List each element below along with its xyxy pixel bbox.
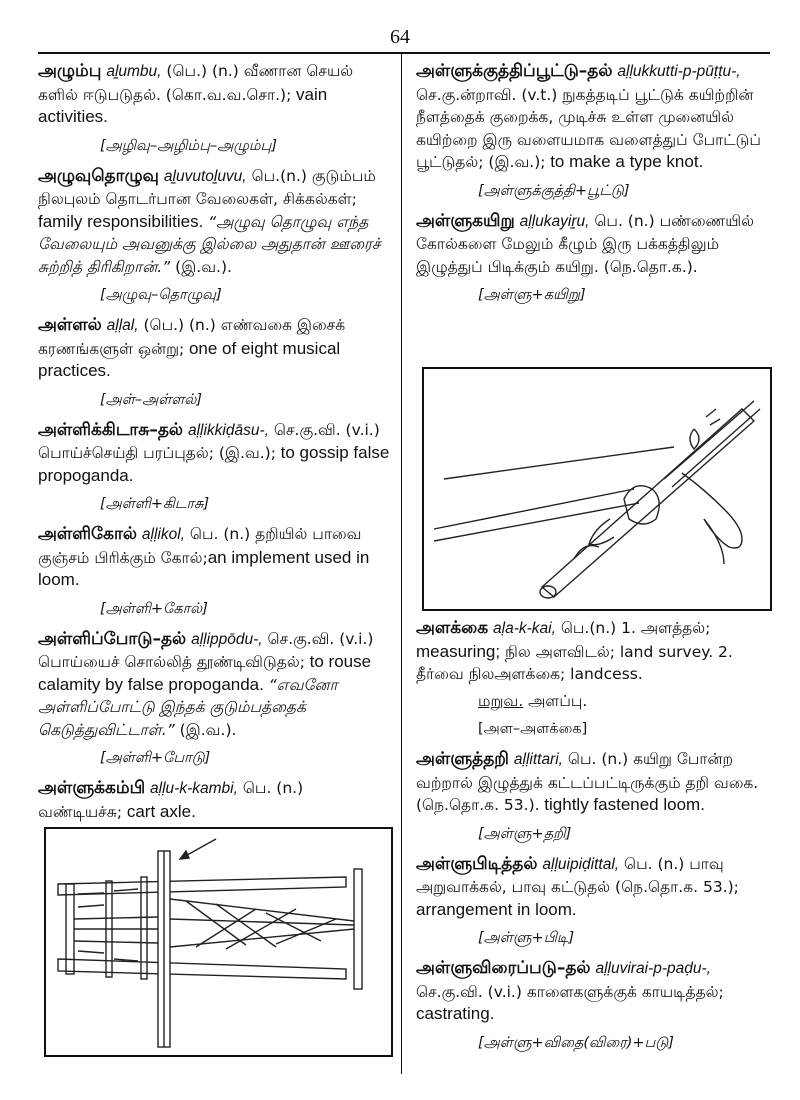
entry-definition: பெ. (n.) தறியில் பாவை குஞ்சம் பிரிக்கும் கோல்; — [38, 525, 362, 567]
entry-etymology: [அள்ளு+பிடி] — [478, 930, 575, 946]
entry-transliteration: aḷḷuipiḍittal, — [542, 855, 620, 873]
entry-definition: செ.கு.வி. (v.i.) காளைகளுக்குக் காயடித்தல்; — [416, 982, 724, 1001]
entry-synonym — [478, 690, 770, 713]
left-column — [38, 60, 390, 859]
entry-definition: பெ. (n.) பண்ணையில் கோல்களை மேலும் கீழும் இரு பக்கத்திலும் இழுத்துப் பிடிக்கும் கயிறு. (நெ.தொ.க.). — [416, 211, 755, 276]
entry-transliteration: aḷa-k-kai, — [493, 620, 556, 637]
entry-headword: அள்ளிக்கிடாசு–தல் — [38, 419, 184, 440]
entry-etymology: [அள்ளி+கோல்] — [100, 600, 208, 617]
entry-etymology: [அழுவு–தொழுவு] — [100, 287, 222, 303]
entry-transliteration: aḻuvutoḻuvu, — [163, 167, 247, 185]
entry-english: one of eight musical practices. — [38, 338, 341, 380]
entry-definition: பெ. (n.) கயிறு போன்ற வற்றால் இழுத்துக் கட்டப்பட்டிருக்கும் தறி வகை. (நெ.தொ.க. 53.). — [416, 750, 759, 814]
entry-definition: பெ.(n.) 1. அளத்தல்; — [560, 619, 711, 637]
entry-headword: அள்ளுகயிறு — [416, 210, 515, 231]
entry-quote: “எவனோ அள்ளிப்போட்டு இந்தக் குடும்பத்தைக் கெடுத்துவிட்டாள்.” — [38, 675, 338, 739]
entry-headword: அள்ளுவிரைப்படு–தல் — [416, 958, 591, 978]
dictionary-entry — [38, 419, 390, 488]
entry-english: vain activities. — [38, 84, 328, 126]
header-rule — [38, 52, 770, 54]
entry-etymology: [அள–அளக்கை] — [478, 721, 588, 737]
dictionary-entry — [416, 60, 770, 174]
entry-transliteration: aḷḷukayiṟu, — [519, 212, 590, 230]
entry-headword: அள்ளுபிடித்தல் — [416, 853, 538, 874]
entry-english: an implement used in loom. — [38, 547, 370, 589]
entry-headword: அள்ளுக்கம்பி — [38, 778, 146, 798]
entry-transliteration: aḷḷikkiḍāsu-, — [187, 421, 269, 439]
entry-transliteration: aḷḷippōdu-, — [191, 630, 263, 648]
entry-transliteration: aḷḷukkutti-p-pūṭṭu-, — [617, 63, 741, 80]
column-divider — [401, 54, 402, 1074]
entry-english: tightly fastened loom. — [539, 795, 705, 814]
entry-headword: அள்ளுத்தறி — [416, 749, 509, 769]
entry-definition: பெ. (n.) பாவு அறுவாக்கல், பாவு கட்டுதல் (நெ.தொ.க. 53.); — [416, 854, 739, 896]
dictionary-entry — [38, 60, 390, 129]
loom-rope-drawing — [424, 369, 770, 609]
entry-etymology: [அள்ளி+கிடாசு] — [100, 496, 210, 512]
entry-transliteration: aḷḷal, — [106, 317, 139, 334]
right-column-bottom — [416, 617, 770, 1062]
loom-rope-figure — [422, 367, 772, 611]
entry-english: family responsibilities. — [38, 211, 209, 231]
entry-definition: செ.கு.வி. (v.i.) பொய்யைச் சொல்லித் தூண்டிவிடுதல்; — [38, 629, 374, 671]
dictionary-entry — [416, 748, 770, 817]
entry-transliteration: aḷḷuvirai-p-paḍu-, — [595, 960, 711, 977]
entry-definition: செ.கு.ன்றாவி. (v.t.) நுகத்தடிப் பூட்டுக் கயிற்றின் நீளத்தைக் குறைக்க, முடிச்சு உள்ள முனையில் கயிற்றை இரு வளையமாக வளைத்துப் போட்டுப் பூட்டுதல்; (இ.வ.); — [416, 85, 761, 171]
entry-english: measuring; — [416, 641, 501, 661]
right-column-top — [416, 60, 770, 314]
entry-english: arrangement in loom. — [416, 899, 577, 919]
entry-headword: அளக்கை — [416, 618, 489, 638]
entry-source: (இ.வ.). — [170, 257, 232, 276]
entry-english: cart axle. — [122, 801, 196, 821]
entry-definition: (பெ.) (n.) வீணான செயல் களில் ஈடுபடுதல். (கொ.வ.வ.சொ.); — [38, 62, 354, 104]
cart-axle-drawing — [46, 829, 391, 1055]
dictionary-entry — [38, 777, 390, 823]
entry-definition: பெ. (n.) வண்டியச்சு; — [38, 779, 304, 821]
entry-transliteration: aḻumbu, — [106, 63, 162, 80]
dictionary-entry — [38, 314, 390, 383]
synonym-text: அளப்பு. — [528, 691, 588, 710]
dictionary-entry — [416, 210, 770, 279]
entry-etymology: [அள்ளுக்குத்தி+பூட்டு] — [478, 182, 630, 199]
entry-etymology: [அள்ளு+கயிறு] — [478, 287, 586, 303]
entry-definition: பெ.(n.) குடும்பம் நிலபுலம் தொடர்பான வேலைகள், சிக்கல்கள்; — [38, 166, 376, 208]
cart-axle-figure — [44, 827, 393, 1057]
entry-headword: அள்ளுக்குத்திப்பூட்டு–தல் — [416, 61, 613, 81]
entry-source: நில அளவிடல்; land survey. 2. தீர்வை நிலஅளக்கை; landcess. — [416, 642, 733, 683]
entry-english: castrating. — [416, 1004, 495, 1023]
dictionary-entry — [416, 957, 770, 1026]
page-number: 64 — [390, 26, 410, 48]
entry-transliteration: aḷḷu-k-kambi, — [150, 780, 238, 797]
dictionary-entry — [416, 853, 770, 922]
dictionary-entry — [38, 628, 390, 742]
entry-etymology: [அள்ளு+விதை(விரை)+படு] — [478, 1034, 674, 1051]
entry-source: (இ.வ.). — [174, 720, 237, 739]
entry-etymology: [அள்ளி+போடு] — [100, 750, 211, 766]
entry-definition: செ.கு.வி. (v.i.) பொய்ச்செய்தி பரப்புதல்; (இ.வ.); — [38, 420, 380, 462]
entry-etymology: [அள்ளு+தறி] — [478, 825, 572, 842]
entry-transliteration: aḷḷikol, — [141, 526, 185, 543]
entry-english: to rouse calamity by false propoganda. — [38, 652, 372, 694]
entry-headword: அள்ளிப்போடு–தல் — [38, 628, 187, 649]
entry-etymology: [அள்–அள்ளல்] — [100, 391, 203, 408]
entry-quote: “அழுவு தொழுவு எந்த வேலையும் அவனுக்கு இல்லை அதுதான் ஊரைச் சுற்றித் திரிகிறான்.” — [38, 212, 381, 276]
dictionary-entry — [416, 617, 770, 686]
entry-headword: அழுவுதொழுவு — [38, 165, 159, 186]
dictionary-entry — [38, 165, 390, 279]
entry-headword: அள்ளல் — [38, 315, 102, 335]
entry-english: to gossip false propoganda. — [38, 443, 390, 485]
synonym-label: மறுவ. — [478, 691, 524, 710]
entry-headword: அழும்பு — [38, 61, 102, 81]
entry-headword: அள்ளிகோல் — [38, 524, 137, 544]
entry-definition: (பெ.) (n.) எண்வகை இசைக் கரணங்களுள் ஒன்று; — [38, 316, 346, 358]
entry-etymology: [அழிவு–அழிம்பு–அழும்பு] — [100, 137, 277, 154]
dictionary-entry — [38, 523, 390, 592]
entry-transliteration: aḷḷittari, — [513, 751, 563, 768]
entry-english: to make a type knot. — [545, 152, 704, 171]
